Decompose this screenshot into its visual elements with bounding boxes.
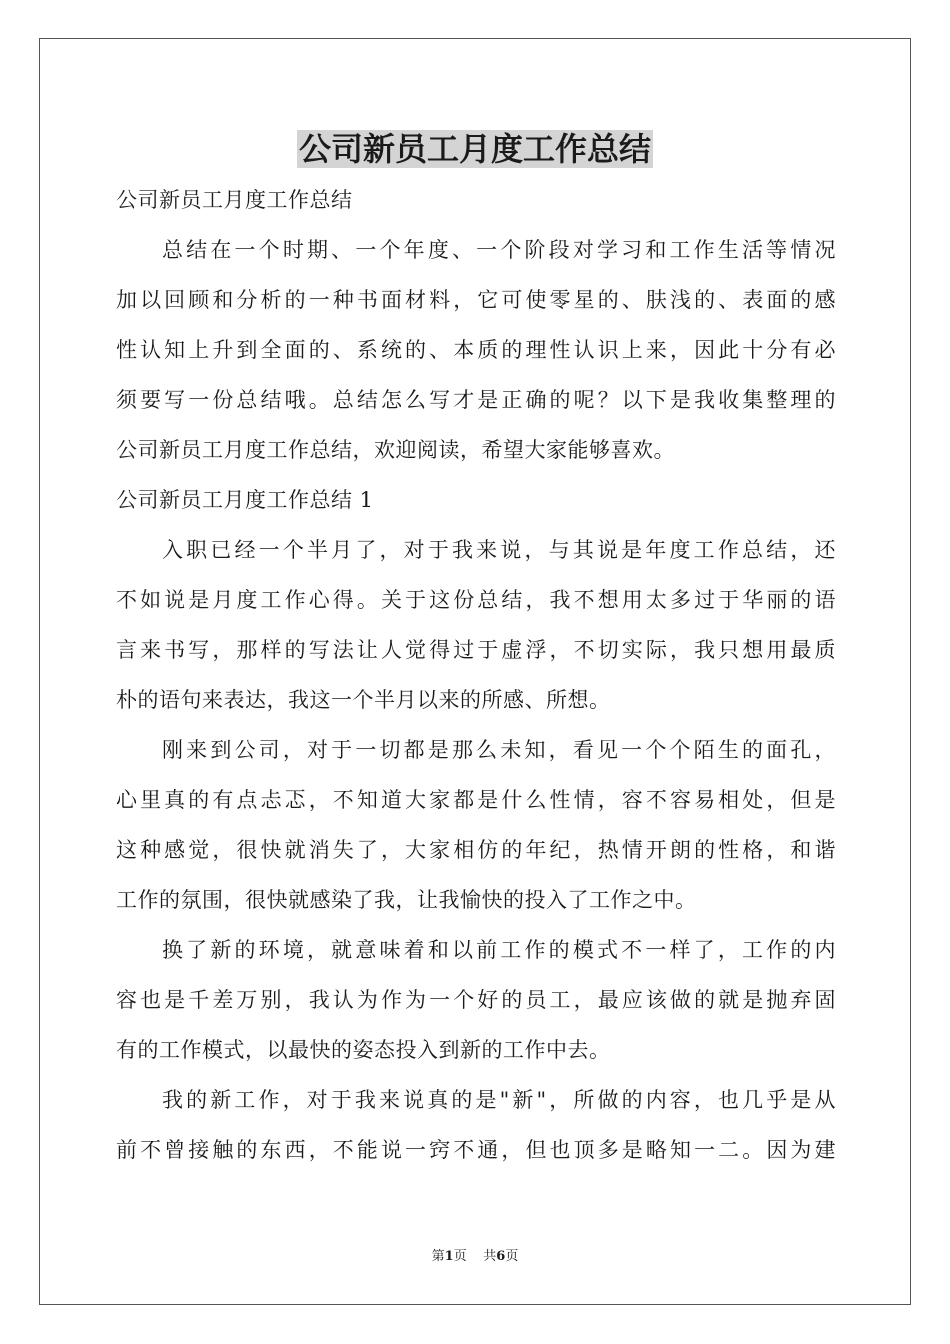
paragraph-line: 加以回顾和分析的一种书面材料，它可使零星的、肤浅的、表面的感 — [116, 288, 836, 312]
paragraph-line: 朴的语句来表达，我这一个半月以来的所感、所想。 — [116, 688, 611, 712]
paragraph-line: 刚来到公司，对于一切都是那么未知，看见一个个陌生的面孔， — [162, 738, 836, 762]
paragraph-line: 总结在一个时期、一个年度、一个阶段对学习和工作生活等情况 — [162, 238, 836, 262]
total-prefix: 共 — [483, 1249, 497, 1264]
paragraph-line: 入职已经一个半月了，对于我来说，与其说是年度工作总结，还 — [162, 538, 836, 562]
section-heading: 公司新员工月度工作总结 1 — [116, 488, 374, 512]
paragraph-line: 言来书写，那样的写法让人觉得过于虚浮，不切实际，我只想用最质 — [116, 638, 836, 662]
total-pages-number: 6 — [496, 1249, 506, 1264]
paragraph-line: 不如说是月度工作心得。关于这份总结，我不想用太多过于华丽的语 — [116, 588, 836, 612]
document-body — [116, 175, 836, 1175]
subtitle-line: 公司新员工月度工作总结 — [116, 188, 353, 212]
current-page-number: 1 — [444, 1249, 454, 1264]
document-title — [0, 126, 950, 172]
paragraph-line: 须要写一份总结哦。总结怎么写才是正确的呢？以下是我收集整理的 — [116, 388, 836, 412]
paragraph-line: 公司新员工月度工作总结，欢迎阅读，希望大家能够喜欢。 — [116, 438, 675, 462]
document-title-text: 公司新员工月度工作总结 — [298, 130, 651, 168]
paragraph-line: 容也是千差万别，我认为作为一个好的员工，最应该做的就是抛弃固 — [116, 988, 836, 1012]
page-prefix: 第 — [431, 1249, 445, 1264]
page-suffix: 页 — [453, 1249, 467, 1264]
paragraph-line: 性认知上升到全面的、系统的、本质的理性认识上来，因此十分有必 — [116, 338, 836, 362]
paragraph-line: 换了新的环境，就意味着和以前工作的模式不一样了，工作的内 — [162, 938, 836, 962]
page-footer — [0, 1247, 950, 1267]
total-suffix: 页 — [505, 1249, 519, 1264]
paragraph-line: 我的新工作，对于我来说真的是"新"，所做的内容，也几乎是从 — [162, 1088, 836, 1112]
paragraph-line: 心里真的有点忐忑，不知道大家都是什么性情，容不容易相处，但是 — [116, 788, 836, 812]
paragraph-line: 工作的氛围，很快就感染了我，让我愉快的投入了工作之中。 — [116, 888, 697, 912]
paragraph-line: 前不曾接触的东西，不能说一窍不通，但也顶多是略知一二。因为建 — [116, 1138, 836, 1162]
paragraph-line: 这种感觉，很快就消失了，大家相仿的年纪，热情开朗的性格，和谐 — [116, 838, 836, 862]
paragraph-line: 有的工作模式，以最快的姿态投入到新的工作中去。 — [116, 1038, 611, 1062]
